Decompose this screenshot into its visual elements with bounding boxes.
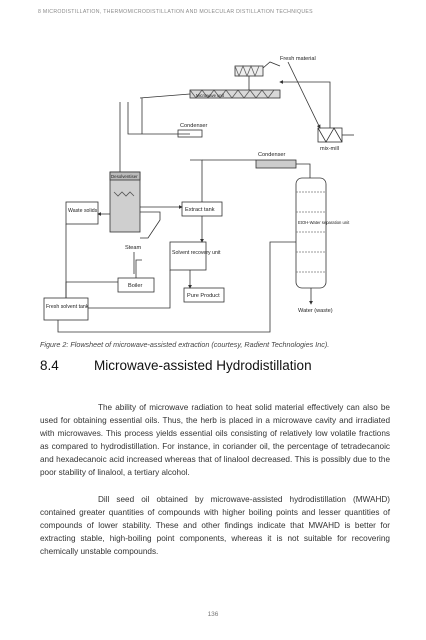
fresh-solvent-tank-label: Fresh solvent tank [46, 304, 89, 310]
condenser-right-label: Condenser [258, 152, 286, 158]
paragraph-text: Dill seed oil obtained by microwave-assisted hydrodistillation (MWAHD) contained greater quantities of compounds with higher boiling points and lesser quantities of compounds of lower stability. These and other findings indicate that MWAHD is better for extracting stable, high-boiling point components, whereas it is not suitable for recovering chemically unstable compounds. [40, 495, 390, 556]
extract-tank-label: Extract tank [185, 207, 215, 213]
separation-unit-label: EtOH-Water separation unit [298, 220, 350, 225]
section-number: 8.4 [40, 358, 59, 373]
desolventiser-vessel [110, 172, 140, 232]
solvent-recovery-box [170, 242, 206, 270]
desolventiser-label: Desolventiser [111, 174, 138, 179]
separation-column [296, 178, 326, 288]
paragraph-2 [40, 494, 390, 559]
flowsheet-figure [30, 42, 400, 338]
fresh-material-label: Fresh material [280, 56, 316, 62]
water-waste-label: Water (waste) [298, 308, 333, 314]
boiler-label: Boiler [128, 283, 143, 289]
condenser-left-shape [178, 130, 202, 137]
paragraph-text: The ability of microwave radiation to heat solid material effectively can also be used for obtaining essential oils. Thus, the herb is placed in a microwave cavity and irradiated with microwaves. This process yields essential oils consisting of relatively low volatile fractions as compared to hydrodistillation. For instance, in coriander oil, the percentage of tetradecanoic and hexadecanoic acid increased whereas that of linalool decreased. This is possibly due to the poor stability of linalool, a tertiary alcohol. [40, 403, 390, 477]
mix-mill-label: mix-mill [320, 146, 339, 152]
solvent-recovery-label: Solvent recovery unit [172, 250, 221, 256]
section-title: Microwave-assisted Hydrodistillation [94, 358, 312, 373]
condenser-left-label: Condenser [180, 123, 208, 129]
microwave-unit-label: Microwave unit [196, 93, 224, 98]
paragraph-1 [40, 402, 390, 479]
waste-solids-label: Waste solids [68, 208, 98, 214]
condenser-right-shape [256, 160, 296, 168]
page-number: 136 [207, 611, 219, 618]
figure-caption: Figure 2: Flowsheet of microwave-assisted extraction (courtesy, Radient Technologies Inc). [40, 340, 330, 349]
running-head: 8 MICRODISTILLATION, THERMOMICRODISTILLATION AND MOLECULAR DISTILLATION TECHNIQUES [38, 9, 313, 15]
pure-product-label: Pure Product [187, 293, 220, 299]
flowsheet-diagram [30, 42, 400, 338]
steam-label: Steam [125, 245, 142, 251]
section-heading [40, 358, 312, 373]
